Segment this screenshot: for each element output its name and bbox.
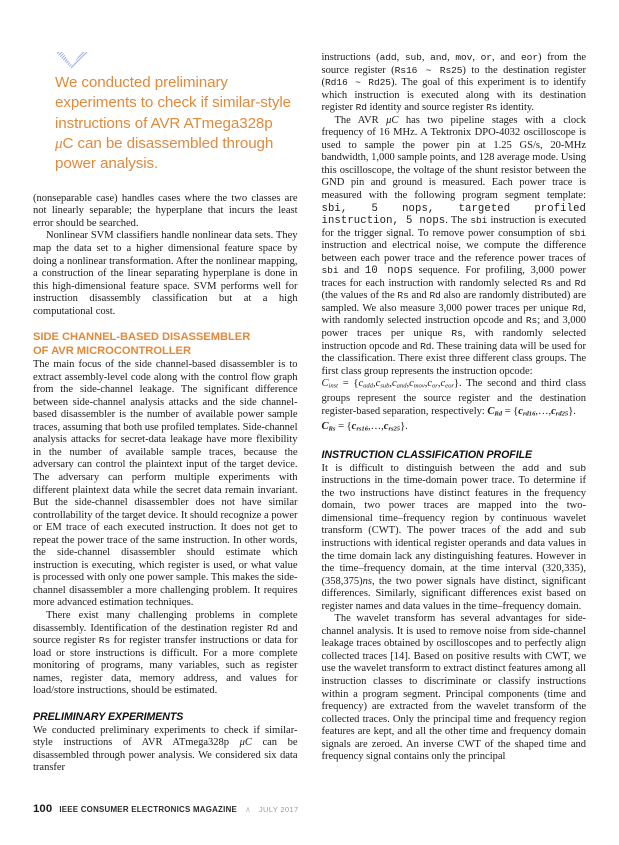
register-rs-mono-2: Rs [486,102,498,114]
heading-line-1: SIDE CHANNEL-BASED DISASSEMBLER [33,331,251,344]
register-rd-mono-5: Rd [572,302,584,314]
avr-text-a: The AVR [334,114,387,126]
opcode-add-3: add [525,525,543,537]
formula-middle-text: . The second and third class groups represent the source register and the destination register-based separation, respectively: [321,378,586,417]
pull-quote-line-3: instructions of AVR ATmega328p [55,114,273,132]
avr-text-f: and [338,265,365,277]
pull-quote-mu-symbol: μ [55,135,63,153]
opcode-sbi-3: sbi [321,265,339,277]
instructions-text-f: identity and source register [366,102,487,114]
paragraph-nonlinear-svm: Nonlinear SVM classifiers handle nonlinear data sets. They map the data set to a higher dimensional feature space by doing a nonlinear transformation. After the nonlinear mapping, a construction of the linear separating hyperplane is done in this high-dimensional feature space. SVM performs well for instruction disassembly classification but at a high computational cost. [33,230,298,317]
set-rd-first: c [518,405,523,417]
opcode-sbi-2: sbi [569,227,586,239]
register-rs-mono-6: Rs [451,328,463,340]
opcode-sub: sub [404,52,422,63]
avr-text-l: , with randomly selected instruction opcode and [321,302,586,327]
challenges-text-c: for register transfer instructions or data for load or store instructions is difficult. For a more complete monitoring of programs, many variables, such as register names, register data, memory address, and values for load/store instructions, should be estimated. [33,635,298,697]
avr-text-o: . These training data will be used for the classification. There exist three different class groups. The first class group represents the instruction opcode: [321,340,586,377]
opcode-or: or [480,52,492,63]
avr-text-c: . The [445,215,471,227]
set-item-sub-add: add [363,382,373,390]
opcode-add: add [379,52,397,63]
classify-text-b: and [539,462,570,474]
source-register-range: Rs16 ~ Rs25 [394,64,463,76]
instructions-text-g: identity. [497,102,535,114]
opcode-sub-2: sub [569,462,586,474]
classify-text-f: , the two power signals have distinct, significant differences. Similarly, significant differences exist based on register names and data values in the time–frequency domain. [321,575,586,612]
paragraph-wavelet: The wavelet transform has several advantages for side-channel analysis. It is used to remove noise from side-channel leakage traces obtained by oscilloscopes and to perfectly align collected traces [14]. Based on positive results with CWT, we use the wavelet transform to extract distinct features among all instruction classes to discriminate or classify instructions within a program segment. Principal components (time and frequency) are extracted from the wavelet transform of the collected traces. Only the principal time and frequency region features are kept, and all the other time and frequency domain signals are zeroed. An inverse CWT of the shaped time and frequency signal contains only the principal [321,613,586,763]
avr-text-g: sequence. For profiling, 3,000 power traces for each instruction with randomly selected [321,265,586,289]
formula-c-rd-sub: Rd [494,410,503,418]
classify-text-a: It is difficult to distinguish between the [321,462,523,474]
formula-c-rs: C [321,420,329,432]
avr-text-m: ; and 3,000 power traces per unique [321,315,586,340]
two-column-layout [33,52,586,792]
page-number: 100 [33,803,53,815]
time-interval-values: (320,335),(358,375) [321,563,586,587]
pull-quote-line-4: C can be disassembled through [62,135,274,153]
preliminary-text-b: can be disassembled through power analysis. We considered six data transfer [33,737,298,774]
chevron-quote-ornament-icon [55,52,89,69]
set-rs-last: c [383,420,389,432]
opcode-mov: mov [455,52,473,63]
opcode-sbi: sbi [470,215,488,227]
preliminary-text-a: We conducted preliminary experiments to check if similar-style instructions of AVR ATmega328p [33,724,298,749]
instructions-text-a: instructions ( [321,52,380,63]
paragraph-avr-setup [322,115,587,378]
magazine-name: IEEE CONSUMER ELECTRONICS MAGAZINE [59,805,238,814]
set-item-c-6: c [440,378,446,390]
set-item-c-2: c [375,378,381,390]
paragraph-classification [322,463,587,614]
mu-c-symbol-2: μC [386,114,399,126]
formula-c-inst-sub: inst [328,382,338,390]
set-item-c: c [358,378,364,390]
set-rd-last-sub: rd25 [555,410,569,418]
classify-text-c: instructions in the time-domain power trace. To determine if the two instructions have distinct features in the frequency domain, two power traces are mapped into the two-dimensional time–frequency region by continuous wavelet transform (CWT). The power traces of the [321,475,586,537]
left-column [33,52,298,792]
paragraph-challenges [33,610,298,698]
instructions-text-d: ) to the destination register ( [321,64,586,89]
avr-text-j: and [408,290,430,302]
set-item-c-5: c [427,378,433,390]
avr-text-h: and [552,277,575,289]
opcode-sub-3: sub [569,525,587,537]
set-item-c-3: c [391,378,397,390]
register-rs-mono-5: Rs [525,315,538,327]
register-rd-mono-4: Rd [429,290,441,302]
register-rd-mono-2: Rd [355,102,367,114]
program-segment-template: sbi, 5 nops, targeted profiled instruction, 5 nops [321,202,586,228]
instructions-text-c: ) from the source register ( [321,52,587,76]
set-item-sub-and: and [396,382,407,390]
avr-text-d: instruction is executed for the trigger signal. To remove power consumption of [321,215,586,239]
opcode-and: and [430,52,448,63]
opcode-add-2: add [522,462,540,474]
heading-instruction-classification-profile: INSTRUCTION CLASSIFICATION PROFILE [321,448,533,461]
formula-c-inst: C [321,378,329,390]
instructions-text-b: , and [491,52,522,63]
set-item-c-4: c [409,378,414,390]
heading-side-channel-disassembler [33,331,298,358]
avr-text-i: (the values of the [321,290,398,302]
pull-quote-text [55,73,298,175]
instructions-text-e: ). The goal of this experiment is to identify which instruction is executed along with its destination register [321,77,587,114]
register-rs-mono-4: Rs [397,290,409,302]
set-rs-last-sub: rs25 [388,425,401,433]
formula-c-rd: C [487,405,495,417]
register-rs-mono-3: Rs [540,277,553,289]
paragraph-main-focus: The main focus of the side channel-based disassembler is to extract assembly-level code along with the control flow graph from the side-channel leakage. The significant difference between side-channel analysis attacks and the side channel-based disassembler is the number of available power sample traces, assuming that both use profiled templates. Side-channel analysis attacks for secret-data leakage have more flexibility in the number of available sample traces, because the adversary can control the plaintext input of the target device. The adversary can perform multiple experiments with different plaintext data while the secret data remain invariant. But the side-channel disassembler does not have similar controllability of the target device. It should recognize a power or EM trace of each executed instruction. It does not get to repeat the power trace of the same instruction. In other words, the side-channel disassembler should estimate which instruction is executing, which register is used, or what value is processed with only one power sample. This makes the side-channel disassembler a more challenging problem. It requires more advanced estimation techniques. [33,359,298,609]
set-item-sub-sub: sub [380,382,390,390]
pull-quote-line-2: experiments to check if similar-style [55,94,291,112]
classify-text-e: instructions with identical register operands and data values in the time domain lack any distinguishing features. However in the time–frequency domain, at the time interval [321,538,586,575]
classify-text-d: and [542,525,570,537]
heading-preliminary-experiments: PRELIMINARY EXPERIMENTS [33,710,184,723]
challenges-text-b: and source register [33,622,298,647]
avr-text-b: has two pipeline stages with a clock frequency of 16 MHz. A Tektronix DPO-4032 oscilloscope is used to sample the power pin at 1.25 GS/s, 20-MHz bandwidth, 1,000 sample points, and 128 average mode. Using this oscilloscope, the voltage of the shunt resistor between the GND pin and ground is measured. Each power trace is measured with the following program segment template: [321,114,586,202]
pull-quote-line-1: We conducted preliminary [55,74,228,91]
register-rd-mono-6: Rd [420,340,432,352]
avr-text-e: instruction and electrical noise, we compute the difference between each power trace and the reference power traces of [321,240,586,264]
set-item-sub-mov: mov [413,382,425,390]
paragraph-preliminary [33,725,298,775]
page-footer [33,803,298,815]
register-rd-mono: Rd [266,622,279,634]
right-column [322,52,587,792]
avr-text-k: also are randomly distributed) are sampled. We also measure 3,000 power traces per unique [321,290,586,314]
issue-date: JULY 2017 [258,805,299,814]
avr-text-n: , with randomly selected instruction opcode and [321,328,587,352]
ten-nops-sequence: 10 nops [364,265,414,278]
set-rs-first: c [351,420,357,432]
unit-nanoseconds: ns [362,575,372,587]
set-item-sub-or: or [432,382,438,390]
register-rs-mono: Rs [98,635,111,647]
opcode-eor: eor [521,52,538,63]
set-item-sub-eor: eor [445,382,454,390]
pull-quote [33,52,298,175]
paragraph-instructions: instructions (add, sub, and, mov, or, and eor) from the source register (Rs16 ~ Rs25) to the destination register (Rd16 ~ Rd25). The goal of this experiment is to identify which instruction is executed along with its destination register Rd identity and source register Rs identity. [321,52,587,114]
pull-quote-line-5: power analysis. [55,155,159,173]
set-rd-first-sub: rd16 [522,410,536,418]
formula-class-groups: $C_{inst} = \{c_{add},c_{sub},c_{and},c_{mov},c_{or},c_{eor}\}$. The second and third class groups represent the source register and the destination register-based separation, respectively: $C_{Rd}$ = $\{c_{rd16},\dots,c_{rd25}\}$. $C_{Rs}$ = $\{c_{rs16},\dots,c_{rs25}\}$. [321,378,586,433]
challenges-text-a: There exist many challenging problems in complete disassembly. Identification of the destination register [33,610,298,634]
mu-c-symbol: μC [239,737,252,749]
heading-line-2: OF AVR MICROCONTROLLER [33,344,191,357]
dest-register-range: Rd16 ~ Rd25 [325,77,391,89]
paragraph-continued: (nonseparable case) handles cases where the two classes are not linearly separable; the hyperplane that incurs the least error should be searched. [33,192,298,229]
formula-c-rs-sub: Rs [328,425,336,433]
footer-separator-icon: ∧ [245,805,251,814]
register-rd-mono-3: Rd [574,277,586,289]
set-rd-last: c [551,405,556,417]
set-rs-first-sub: rs16 [356,425,368,433]
